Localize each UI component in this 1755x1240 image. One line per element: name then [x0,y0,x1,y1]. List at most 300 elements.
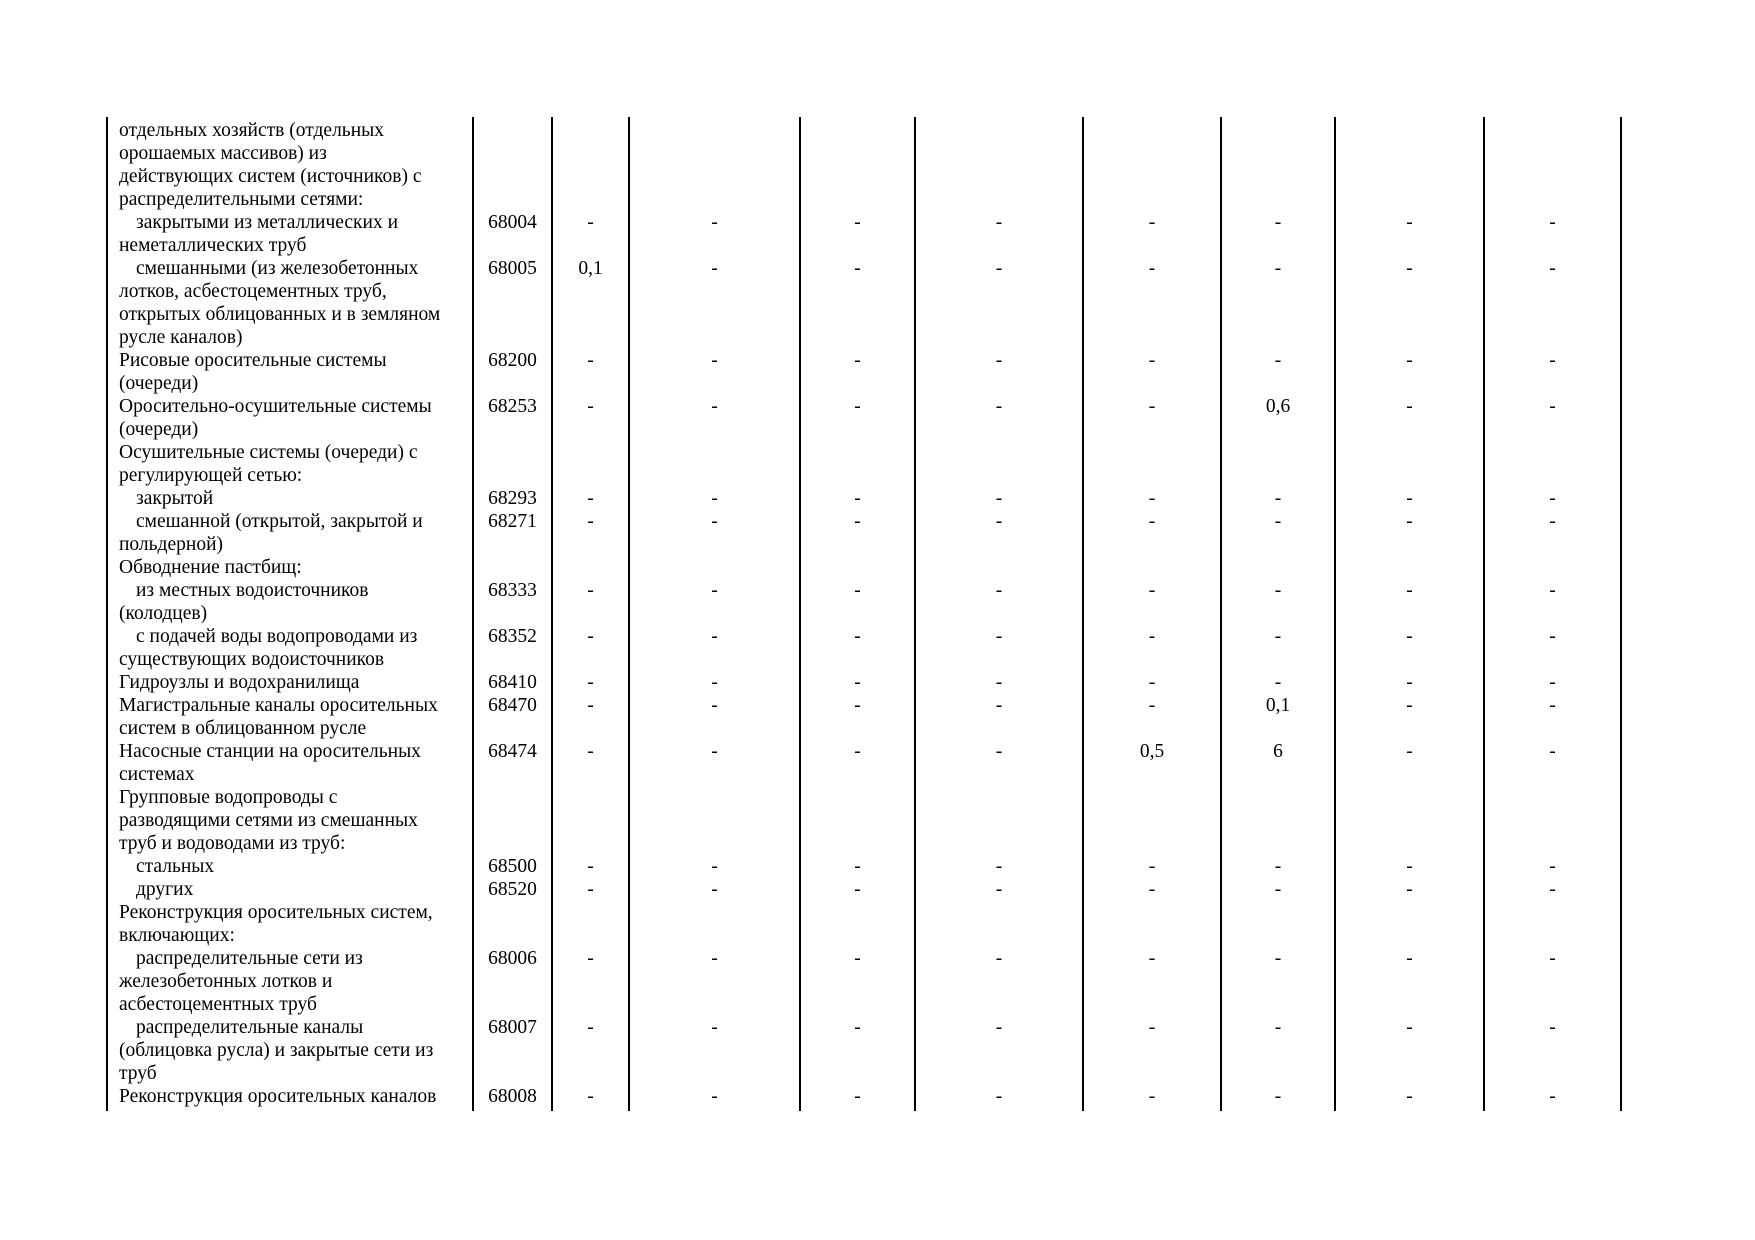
value-cell-col-5 [1083,395,1221,441]
value-cell-col-8 [1484,947,1621,1016]
value-text: - [854,856,861,877]
value-text: - [1549,741,1556,762]
value-cell-col-5 [1083,786,1221,855]
row-name-line: закрытой [136,488,214,509]
value-text: 0,1 [1265,695,1291,716]
value-cell-col-3 [800,556,915,579]
value-text: - [711,741,718,762]
value-text: - [1549,1086,1556,1107]
row-code-cell [473,117,552,211]
row-name-line: асбестоцементных труб [119,994,317,1015]
row-code: 68200 [488,350,537,371]
value-cell-col-7 [1335,947,1484,1016]
data-table [106,117,1622,1111]
row-name-line: Групповые водопроводы с [119,787,338,808]
row-name-line: систем в облицованном русле [119,718,367,739]
value-cell-col-8 [1484,740,1621,786]
value-text: - [995,695,1003,716]
value-text: - [1274,511,1282,532]
row-name-cell [107,487,473,510]
value-text: - [1274,212,1282,233]
value-cell-col-5 [1083,740,1221,786]
value-cell-col-7 [1335,740,1484,786]
value-text [553,786,628,809]
value-cell-col-8 [1484,487,1621,510]
value-cell-col-7 [1335,395,1484,441]
value-text: - [854,511,861,532]
row-code: 68271 [488,511,537,532]
value-text: 0,5 [1139,741,1165,762]
value-text: - [995,1086,1003,1107]
value-cell-col-7 [1335,878,1484,901]
value-cell-col-3 [800,855,915,878]
row-name-line: существующих водоисточников [119,649,385,670]
value-cell-col-2 [629,671,800,694]
value-cell-col-5 [1083,579,1221,625]
row-name-line: труб и водоводами из труб: [119,833,346,854]
value-text: - [587,741,594,762]
value-text [1485,901,1620,924]
value-text: - [1406,741,1413,762]
row-name-cell [107,395,473,441]
value-text [1336,441,1483,464]
value-cell-col-1 [552,211,629,257]
value-cell-col-7 [1335,671,1484,694]
row-code: 68006 [488,948,537,969]
row-name-line: открытых облицованных и в земляном [119,304,441,325]
value-cell-col-8 [1484,855,1621,878]
value-text: - [1148,626,1156,647]
value-cell-col-5 [1083,211,1221,257]
value-text: - [1406,948,1413,969]
value-text [1084,786,1220,809]
value-cell-col-2 [629,556,800,579]
value-cell-col-4 [915,510,1083,556]
row-name-line: закрытыми из металлических и [136,212,399,233]
value-text: - [1148,350,1156,371]
value-cell-col-2 [629,257,800,349]
value-cell-col-7 [1335,257,1484,349]
value-cell-col-4 [915,625,1083,671]
row-name-line: (очереди) [119,373,199,394]
value-text: - [1549,1017,1556,1038]
value-cell-col-3 [800,1085,915,1111]
row-name-cell [107,947,473,1016]
value-text: - [711,396,718,417]
row-code [474,901,551,924]
value-cell-col-1 [552,786,629,855]
value-cell-col-3 [800,740,915,786]
value-text: - [854,212,861,233]
value-cell-col-4 [915,556,1083,579]
row-name-cell [107,211,473,257]
value-text [1336,786,1483,809]
row-code: 68007 [488,1017,537,1038]
value-cell-col-1 [552,671,629,694]
value-cell-col-1 [552,625,629,671]
value-cell-col-7 [1335,487,1484,510]
value-cell-col-1 [552,901,629,947]
value-text: - [711,1086,718,1107]
value-cell-col-3 [800,947,915,1016]
value-cell-col-1 [552,117,629,211]
value-text: - [1549,948,1556,969]
value-text: - [1549,258,1556,279]
value-text: - [854,741,861,762]
row-name-line: русле каналов) [119,327,243,348]
value-text: - [587,948,594,969]
value-text: - [1549,350,1556,371]
value-cell-col-2 [629,211,800,257]
table-row [107,740,1621,786]
row-code [474,441,551,464]
value-cell-col-5 [1083,901,1221,947]
value-cell-col-1 [552,487,629,510]
value-cell-col-4 [915,855,1083,878]
value-cell-col-4 [915,786,1083,855]
value-text: - [711,511,718,532]
value-cell-col-4 [915,349,1083,395]
value-cell-col-5 [1083,947,1221,1016]
value-cell-col-2 [629,1016,800,1085]
row-code-cell [473,1016,552,1085]
row-name-line: включающих: [119,925,235,946]
value-text: - [995,580,1003,601]
value-cell-col-6 [1221,901,1335,947]
value-cell-col-2 [629,786,800,855]
value-cell-col-6 [1221,349,1335,395]
value-cell-col-1 [552,556,629,579]
value-cell-col-5 [1083,878,1221,901]
value-text: - [711,948,718,969]
table-row [107,694,1621,740]
row-name-cell [107,855,473,878]
value-text: - [995,1017,1003,1038]
value-cell-col-2 [629,487,800,510]
row-name-cell [107,579,473,625]
value-text [1485,441,1620,464]
value-cell-col-6 [1221,947,1335,1016]
row-code: 68004 [488,212,537,233]
value-text: - [1274,580,1282,601]
row-name-line: отдельных хозяйств (отдельных [119,120,384,141]
value-text: 0,6 [1265,396,1291,417]
value-cell-col-3 [800,395,915,441]
row-code-cell [473,694,552,740]
value-text: - [1549,511,1556,532]
row-code-cell [473,395,552,441]
row-code: 68333 [488,580,537,601]
value-text [1222,901,1334,924]
table-row [107,257,1621,349]
row-name-cell [107,1016,473,1085]
value-text: - [1148,488,1156,509]
value-text [801,119,914,142]
value-text [630,786,799,809]
value-text: - [995,741,1003,762]
value-text: - [995,879,1003,900]
value-text: - [995,672,1003,693]
value-cell-col-2 [629,855,800,878]
value-text: - [854,350,861,371]
value-text: - [854,948,861,969]
value-text [1485,556,1620,579]
row-code-cell [473,671,552,694]
value-cell-col-8 [1484,349,1621,395]
value-text: - [1148,948,1156,969]
value-cell-col-7 [1335,786,1484,855]
row-name-cell [107,441,473,487]
value-cell-col-1 [552,855,629,878]
value-cell-col-6 [1221,441,1335,487]
value-text [1084,901,1220,924]
value-cell-col-5 [1083,625,1221,671]
value-text: - [1148,879,1156,900]
value-text: - [1274,488,1282,509]
row-code-cell [473,349,552,395]
value-cell-col-2 [629,694,800,740]
value-cell-col-3 [800,625,915,671]
value-text [630,901,799,924]
value-cell-col-6 [1221,556,1335,579]
value-cell-col-1 [552,740,629,786]
value-cell-col-7 [1335,117,1484,211]
value-text: - [1406,396,1413,417]
value-text: - [711,580,718,601]
value-cell-col-3 [800,257,915,349]
value-text: - [1549,879,1556,900]
value-text: - [1148,856,1156,877]
row-name-cell [107,786,473,855]
value-text [801,901,914,924]
value-text [553,901,628,924]
table-row [107,211,1621,257]
row-code-cell [473,441,552,487]
value-cell-col-4 [915,1085,1083,1111]
value-text: - [1406,695,1413,716]
row-name-line: распределительные каналы [136,1017,364,1038]
value-text: - [854,580,861,601]
value-text: - [587,672,594,693]
table-row [107,855,1621,878]
value-cell-col-4 [915,947,1083,1016]
row-name-line: Магистральные каналы оросительных [119,695,438,716]
row-code-cell [473,579,552,625]
value-cell-col-2 [629,625,800,671]
value-cell-col-3 [800,487,915,510]
value-cell-col-3 [800,1016,915,1085]
value-text: - [995,258,1003,279]
value-text: - [587,350,594,371]
row-code-cell [473,786,552,855]
row-name-cell [107,556,473,579]
value-cell-col-8 [1484,625,1621,671]
value-cell-col-4 [915,671,1083,694]
value-cell-col-7 [1335,579,1484,625]
value-cell-col-1 [552,395,629,441]
value-text: - [1274,258,1282,279]
row-name-line: смешанными (из железобетонных [136,258,419,279]
value-cell-col-7 [1335,855,1484,878]
value-cell-col-2 [629,740,800,786]
value-text [916,119,1082,142]
value-text: - [1549,580,1556,601]
value-cell-col-7 [1335,694,1484,740]
row-name-line: Оросительно-осушительные системы [119,396,432,417]
value-text: - [1406,212,1413,233]
value-text: - [995,626,1003,647]
value-cell-col-2 [629,349,800,395]
value-text: - [1148,580,1156,601]
value-text [1222,786,1334,809]
row-code-cell [473,740,552,786]
value-cell-col-5 [1083,1016,1221,1085]
value-cell-col-6 [1221,1085,1335,1111]
value-cell-col-6 [1221,579,1335,625]
value-cell-col-7 [1335,556,1484,579]
value-text: - [854,396,861,417]
row-code: 68008 [488,1086,537,1107]
value-text: - [1274,626,1282,647]
value-cell-col-4 [915,878,1083,901]
value-text: - [587,1086,594,1107]
value-cell-col-6 [1221,671,1335,694]
value-text: - [854,672,861,693]
value-text [801,786,914,809]
value-text: - [1274,1017,1282,1038]
table-body [107,117,1621,1111]
value-text: - [995,511,1003,532]
value-cell-col-2 [629,947,800,1016]
value-text [630,119,799,142]
value-text: - [1406,626,1413,647]
value-text: - [711,1017,718,1038]
value-text: - [995,948,1003,969]
value-text [1084,441,1220,464]
value-cell-col-4 [915,1016,1083,1085]
value-text: - [854,626,861,647]
value-cell-col-6 [1221,117,1335,211]
value-cell-col-5 [1083,349,1221,395]
value-cell-col-8 [1484,510,1621,556]
row-name-line: Реконструкция оросительных систем, [119,902,433,923]
table-row [107,395,1621,441]
value-text: - [711,258,718,279]
value-cell-col-2 [629,510,800,556]
value-text: - [854,695,861,716]
value-text: - [711,626,718,647]
value-text: - [1406,1017,1413,1038]
row-name-line: (очереди) [119,419,199,440]
value-cell-col-2 [629,878,800,901]
value-cell-col-3 [800,579,915,625]
value-text [1336,119,1483,142]
value-cell-col-8 [1484,117,1621,211]
value-text: - [587,879,594,900]
value-text [801,441,914,464]
row-code: 68470 [488,695,537,716]
value-text: - [1549,396,1556,417]
value-cell-col-4 [915,117,1083,211]
row-name-cell [107,117,473,211]
value-cell-col-1 [552,1085,629,1111]
value-text [916,441,1082,464]
value-cell-col-3 [800,117,915,211]
value-text [916,786,1082,809]
value-cell-col-6 [1221,211,1335,257]
row-name-line: железобетонных лотков и [119,971,333,992]
value-cell-col-1 [552,257,629,349]
value-cell-col-4 [915,395,1083,441]
value-text: - [1148,511,1156,532]
row-name-cell [107,740,473,786]
value-text: - [1274,350,1282,371]
value-text: - [854,488,861,509]
value-cell-col-4 [915,211,1083,257]
value-text [553,441,628,464]
row-name-line: Рисовые оросительные системы [119,350,387,371]
value-text: - [1406,580,1413,601]
row-code [474,556,551,579]
value-text: - [1406,350,1413,371]
row-name-line: (облицовка русла) и закрытые сети из [119,1040,434,1061]
value-text: - [587,580,594,601]
value-cell-col-4 [915,694,1083,740]
row-name-line: труб [119,1063,157,1084]
value-text [553,556,628,579]
value-cell-col-6 [1221,786,1335,855]
value-text: - [1274,672,1282,693]
value-cell-col-3 [800,211,915,257]
value-cell-col-7 [1335,211,1484,257]
value-text: - [1148,695,1156,716]
row-name-cell [107,510,473,556]
value-cell-col-6 [1221,740,1335,786]
value-text: - [1148,672,1156,693]
table-row [107,878,1621,901]
value-text: - [711,488,718,509]
row-name-cell [107,878,473,901]
row-name-line: неметаллических труб [119,235,307,256]
value-cell-col-8 [1484,901,1621,947]
value-cell-col-6 [1221,855,1335,878]
row-name-line: с подачей воды водопроводами из [136,626,418,647]
value-cell-col-6 [1221,694,1335,740]
value-text: - [854,258,861,279]
value-text: - [1549,488,1556,509]
value-cell-col-1 [552,441,629,487]
value-cell-col-7 [1335,625,1484,671]
value-text: - [1406,856,1413,877]
row-name-line: смешанной (открытой, закрытой и [136,511,423,532]
row-code: 68520 [488,879,537,900]
value-text [553,119,628,142]
value-cell-col-4 [915,740,1083,786]
value-cell-col-8 [1484,211,1621,257]
value-text: - [1274,856,1282,877]
value-cell-col-1 [552,349,629,395]
value-cell-col-6 [1221,625,1335,671]
row-code-cell [473,878,552,901]
table-row [107,556,1621,579]
value-cell-col-1 [552,1016,629,1085]
row-name-line: Обводнение пастбищ: [119,557,302,578]
value-text: - [587,856,594,877]
row-name-line: лотков, асбестоцементных труб, [119,281,387,302]
table-row [107,117,1621,211]
table-row [107,349,1621,395]
value-text: - [587,511,594,532]
